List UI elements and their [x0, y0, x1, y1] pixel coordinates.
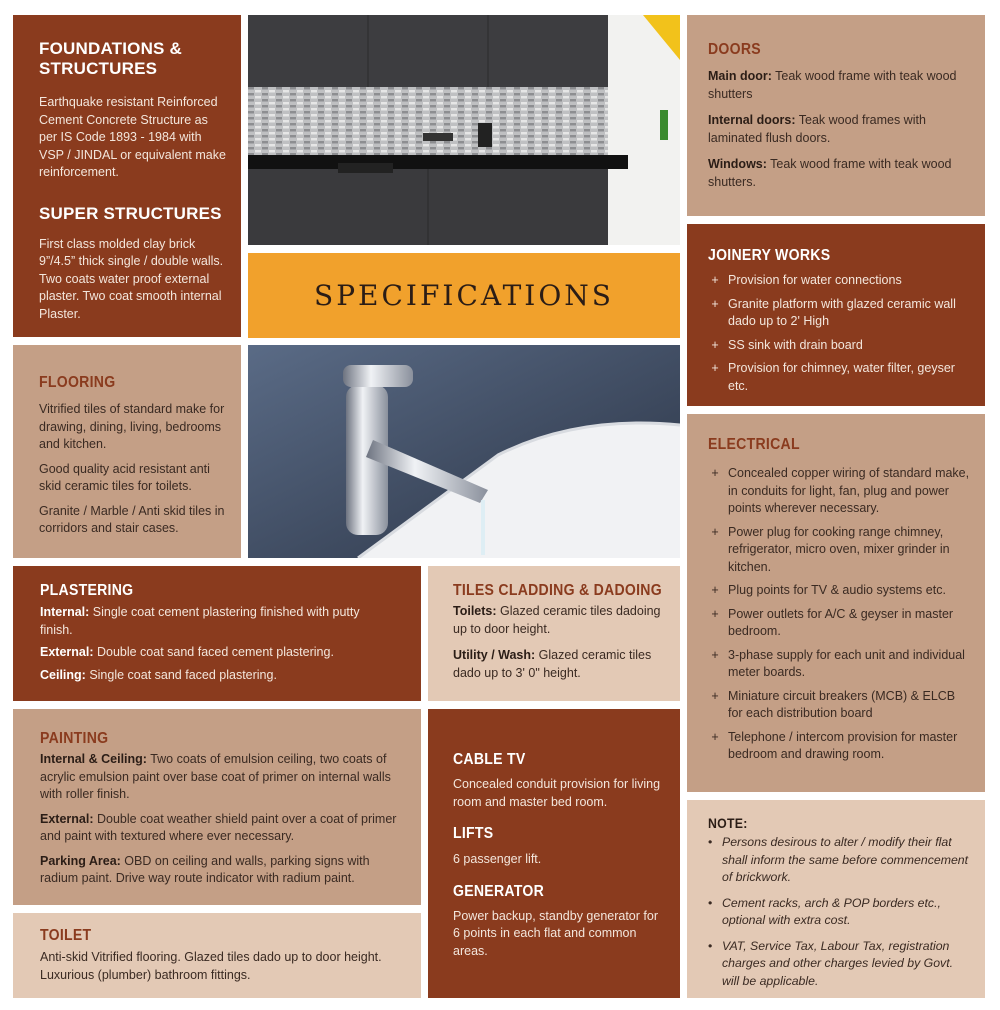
list-item-text: Persons desirous to alter / modify their flat shall inform the same before commencement of brickwork. — [722, 835, 969, 884]
flooring-para-2: Good quality acid resistant anti skid ceramic tiles for toilets. — [39, 461, 210, 493]
plus-icon: + — [711, 729, 719, 744]
generator-heading: GENERATOR — [453, 882, 545, 900]
plus-icon: + — [711, 524, 719, 539]
list-item-text: Power outlets for A/C & geyser in master bedroom. — [728, 606, 954, 638]
faucet-photo — [248, 345, 680, 558]
specifications-banner — [248, 253, 680, 338]
doors-item — [708, 68, 971, 103]
list-item-text: Provision for water connections — [728, 273, 902, 287]
plastering-item — [40, 604, 370, 639]
list-item — [708, 524, 971, 577]
list-item — [708, 465, 971, 518]
plastering-heading: PLASTERING — [40, 582, 134, 599]
painting-item-text: Two coats of emulsion ceiling, two coats of acrylic emulsion paint over base coat of primer on internal walls with roller finish. — [40, 752, 391, 801]
plastering-panel — [13, 566, 421, 701]
painting-heading: PAINTING — [40, 730, 109, 747]
list-item — [708, 729, 971, 764]
plus-icon: + — [711, 296, 719, 311]
super-structures-text: First class molded clay brick 9”/4.5” thick single / double walls. Two coats water proof external plaster. Two coat smooth internal Plaster. — [39, 236, 224, 321]
list-item-text: Telephone / intercom provision for master bedroom and drawing room. — [728, 729, 958, 761]
list-item — [708, 688, 971, 723]
flooring-heading: FLOORING — [39, 374, 116, 391]
plastering-item-text: Single coat cement plastering finished with putty finish. — [40, 605, 360, 637]
foundations-heading: FOUNDATIONS & STRUCTURES — [39, 39, 182, 78]
list-item — [708, 606, 971, 641]
list-item-text: Power plug for cooking range chimney, refrigerator, micro oven, mixer grinder in kitchen. — [728, 524, 950, 574]
lifts-heading: LIFTS — [453, 825, 494, 842]
plastering-item-text: Double coat sand faced cement plastering. — [93, 645, 334, 659]
doors-panel — [687, 15, 985, 216]
list-item-text: Granite platform with glazed ceramic wall dado up to 2' High — [728, 296, 956, 328]
tiles-item-text: Glazed ceramic tiles dadoing up to door height. — [453, 604, 661, 636]
plastering-item-label: External: — [40, 645, 94, 659]
foundations-panel — [13, 15, 241, 337]
plus-icon: + — [711, 337, 719, 352]
painting-item-text: OBD on ceiling and walls, parking signs with radium paint. Drive way route indicator with radium paint. — [40, 853, 370, 885]
electrical-heading: ELECTRICAL — [708, 436, 800, 453]
kitchen-photo — [248, 15, 680, 245]
doors-item — [708, 112, 971, 147]
bullet-icon: • — [708, 835, 713, 849]
plastering-item — [40, 644, 407, 662]
painting-item-label: Internal & Ceiling: — [40, 752, 147, 766]
plus-icon: + — [711, 583, 719, 597]
flooring-para-3: Granite / Marble / Anti skid tiles in corridors and stair cases. — [39, 503, 225, 535]
tiles-heading: TILES CLADDING & DADOING — [453, 582, 662, 599]
toilet-panel — [13, 913, 421, 998]
electrical-list — [708, 465, 971, 764]
painting-item — [40, 751, 407, 804]
doors-heading: DOORS — [708, 41, 761, 58]
flooring-para-1: Vitrified tiles of standard make for drawing, dining, living, bedrooms and kitchen. — [39, 402, 225, 451]
plastering-item-text: Single coat sand faced plastering. — [85, 667, 277, 682]
note-heading: NOTE: — [708, 815, 748, 831]
list-item-text: Cement racks, arch & POP borders etc., optional with extra cost. — [722, 895, 941, 927]
tiles-item — [453, 603, 666, 638]
cable-tv-text: Concealed conduit provision for living room and master bed room. — [453, 777, 661, 809]
list-item — [708, 296, 971, 331]
list-item-text: 3-phase supply for each unit and individual meter boards. — [728, 647, 965, 679]
cable-tv-heading: CABLE TV — [453, 751, 526, 768]
toilet-heading: TOILET — [40, 927, 92, 944]
plastering-item-label: Internal: — [40, 605, 90, 619]
doors-item-label: Main door: — [708, 69, 772, 83]
plastering-item-label: Ceiling: — [40, 667, 86, 682]
list-item-text: VAT, Service Tax, Labour Tax, registration charges and other charges levied by Govt. will be applicable. — [722, 938, 954, 988]
painting-item-label: External: — [40, 811, 94, 826]
painting-item — [40, 811, 407, 846]
doors-item-text: Teak wood frame with teak wood shutters — [708, 69, 957, 101]
list-item-text: Plug points for TV & audio systems etc. — [728, 583, 946, 597]
tiles-item — [453, 647, 666, 682]
doors-item — [708, 156, 971, 191]
list-item — [708, 895, 971, 930]
faucet-illustration — [248, 345, 680, 558]
painting-item-text: Double coat weather shield paint over a coat of primer and paint with textured where ever necessary. — [40, 811, 397, 843]
lifts-text: 6 passenger lift. — [453, 852, 542, 866]
specifications-title: SPECIFICATIONS — [314, 279, 614, 312]
note-list — [708, 834, 971, 990]
foundations-text: Earthquake resistant Reinforced Cement Concrete Structure as per IS Code 1893 - 1984 with VSP / JINDAL or equivalent make reinforcement. — [39, 95, 226, 179]
list-item — [708, 337, 971, 355]
tiles-item-label: Toilets: — [453, 604, 497, 618]
flooring-panel — [13, 345, 241, 558]
plus-icon: + — [711, 606, 719, 621]
doors-item-text: Teak wood frames with laminated flush doors. — [708, 113, 926, 145]
list-item-text: Concealed copper wiring of standard make, in conduits for light, fan, plug and power points wherever necessary. — [728, 466, 970, 515]
plastering-item — [40, 667, 407, 685]
list-item-text: SS sink with drain board — [728, 337, 863, 352]
joinery-panel — [687, 224, 985, 406]
doors-item-label: Internal doors: — [708, 113, 796, 127]
toilet-text: Anti-skid Vitrified flooring. Glazed tiles dado up to door height. Luxurious (plumber) bathroom fittings. — [40, 950, 382, 982]
painting-item-label: Parking Area: — [40, 853, 121, 868]
list-item — [708, 360, 971, 395]
list-item — [708, 834, 971, 887]
plus-icon: + — [711, 273, 719, 287]
note-panel — [687, 800, 985, 998]
tiles-item-text: Glazed ceramic tiles dado up to 3' 0" height. — [453, 648, 652, 680]
plus-icon: + — [711, 466, 719, 480]
electrical-panel — [687, 414, 985, 792]
joinery-list — [708, 272, 971, 395]
painting-item — [40, 853, 407, 888]
doors-item-text: Teak wood frame with teak wood shutters. — [708, 157, 952, 189]
generator-text: Power backup, standby generator for 6 points in each flat and common areas. — [453, 908, 658, 958]
bullet-icon: • — [708, 938, 713, 953]
plus-icon: + — [711, 688, 719, 703]
list-item — [708, 647, 971, 682]
super-structures-heading: SUPER STRUCTURES — [39, 203, 222, 223]
list-item-text: Miniature circuit breakers (MCB) & ELCB for each distribution board — [728, 688, 956, 720]
list-item — [708, 582, 971, 600]
tiles-item-label: Utility / Wash: — [453, 648, 536, 662]
list-item — [708, 272, 971, 290]
plus-icon: + — [711, 647, 719, 662]
joinery-heading: JOINERY WORKS — [708, 247, 831, 264]
bullet-icon: • — [708, 895, 713, 910]
plus-icon: + — [711, 361, 719, 375]
list-item — [708, 938, 971, 991]
kitchen-illustration — [248, 15, 680, 245]
tiles-panel — [428, 566, 680, 701]
services-panel — [428, 709, 680, 998]
list-item-text: Provision for chimney, water filter, geyser etc. — [728, 361, 955, 393]
doors-item-label: Windows: — [708, 157, 767, 171]
painting-panel — [13, 709, 421, 905]
